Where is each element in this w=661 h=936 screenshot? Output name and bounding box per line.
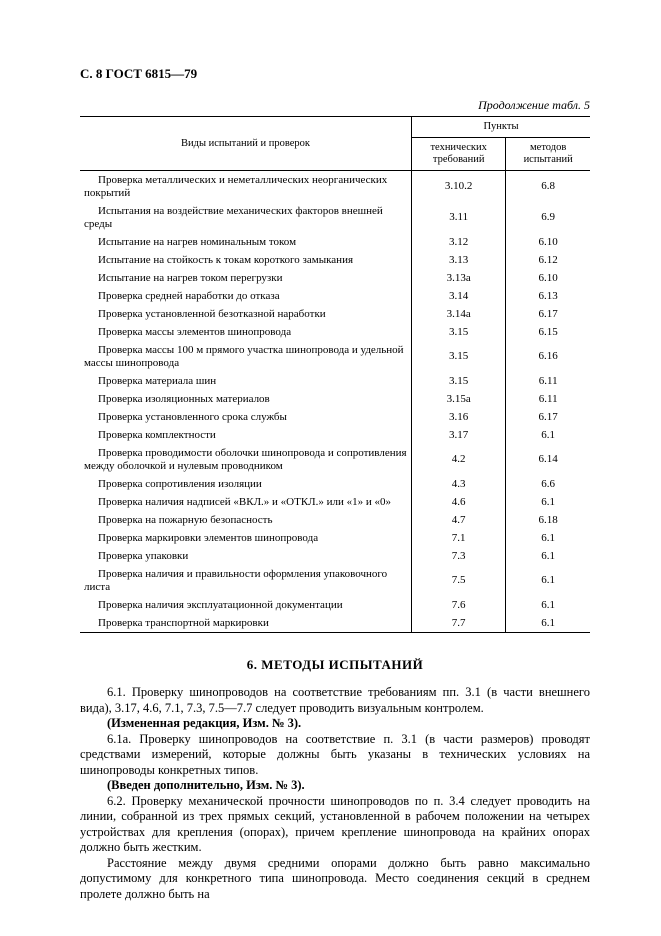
method-point-cell: 6.1 [506,493,590,511]
tech-point-cell: 7.5 [412,565,506,596]
method-point-cell: 6.13 [506,287,590,305]
tech-point-cell: 7.3 [412,547,506,565]
table-row [80,547,590,565]
table-row [80,596,590,614]
method-point-cell: 6.12 [506,251,590,269]
tech-point-cell: 4.6 [412,493,506,511]
table-row [80,171,590,203]
table-row [80,202,590,233]
tech-point-cell: 3.10.2 [412,171,506,203]
page-header: С. 8 ГОСТ 6815—79 [80,66,198,81]
paragraph: 6.1. Проверку шинопроводов на соответствие требованиям пп. 3.1 (в части внешнего вида), 3.17, 4.6, 7.1, 7.3, 7.5—7.7 следует проводить визуальным контролем. [80,685,590,715]
test-name-cell: Испытание на нагрев током перегрузки [98,271,283,284]
tech-point-cell: 7.6 [412,596,506,614]
test-name-cell: Проверка упаковки [98,549,189,562]
table-row [80,565,590,596]
table-row [80,341,590,372]
test-name-cell: Проверка комплектности [98,428,216,441]
table-header [80,117,590,171]
col-header-tests: Виды испытаний и проверок [80,117,412,171]
tech-point-cell: 4.3 [412,475,506,493]
table-row [80,408,590,426]
tech-point-cell: 7.7 [412,614,506,633]
tech-point-cell: 3.15а [412,390,506,408]
tech-point-cell: 3.14а [412,305,506,323]
method-point-cell: 6.6 [506,475,590,493]
test-name-cell: Проверка массы элементов шинопровода [98,325,292,338]
method-point-cell: 6.1 [506,614,590,633]
tech-point-cell: 4.2 [412,444,506,475]
test-name-cell: Проверка установленного срока службы [98,410,287,423]
table-row [80,444,590,475]
test-name-cell: Проверка на пожарную безопасность [98,513,273,526]
tech-point-cell: 3.17 [412,426,506,444]
table-row [80,493,590,511]
test-name-cell: Испытание на нагрев номинальным током [98,235,297,248]
method-point-cell: 6.1 [506,426,590,444]
method-point-cell: 6.1 [506,565,590,596]
table-row [80,372,590,390]
test-name-cell: Проверка установленной безотказной наработки [98,307,326,320]
method-point-cell: 6.11 [506,390,590,408]
tech-point-cell: 3.11 [412,202,506,233]
method-point-cell: 6.11 [506,372,590,390]
test-name-cell: Испытание на стойкость к токам короткого замыкания [98,253,354,266]
table-row [80,287,590,305]
table-row [80,269,590,287]
method-point-cell: 6.14 [506,444,590,475]
test-name-cell: Проверка массы 100 м прямого участка шинопровода и удельной массы шинопровода [84,343,404,369]
tests-table [80,116,590,633]
tech-point-cell: 3.15 [412,323,506,341]
col-header-test-methods: методов испытаний [506,138,590,171]
test-name-cell: Проверка маркировки элементов шинопровода [98,531,319,544]
test-name-cell: Проверка наличия и правильности оформления упаковочного листа [84,567,388,593]
tech-point-cell: 4.7 [412,511,506,529]
method-point-cell: 6.15 [506,323,590,341]
test-name-cell: Проверка материала шин [98,374,217,387]
table-row [80,511,590,529]
method-point-cell: 6.1 [506,596,590,614]
test-name-cell: Проверка транспортной маркировки [98,616,269,629]
test-name-cell: Проверка изоляционных материалов [98,392,270,405]
table-row [80,323,590,341]
table-row [80,251,590,269]
test-name-cell: Проверка средней наработки до отказа [98,289,280,302]
method-point-cell: 6.1 [506,547,590,565]
test-name-cell: Проверка наличия надписей «ВКЛ.» и «ОТКЛ.» или «1» и «0» [98,495,392,508]
table-body [80,171,590,633]
table-row [80,233,590,251]
section-paragraphs [80,685,590,902]
method-point-cell: 6.10 [506,233,590,251]
method-point-cell: 6.17 [506,408,590,426]
paragraph: (Измененная редакция, Изм. № 3). [107,716,302,730]
test-name-cell: Проверка сопротивления изоляции [98,477,262,490]
method-point-cell: 6.18 [506,511,590,529]
method-point-cell: 6.10 [506,269,590,287]
method-point-cell: 6.8 [506,171,590,203]
tech-point-cell: 3.15 [412,341,506,372]
tech-point-cell: 3.15 [412,372,506,390]
table-row [80,614,590,633]
method-point-cell: 6.16 [506,341,590,372]
test-name-cell: Проверка металлических и неметаллических неорганических покрытий [84,173,388,199]
points-group-header: Пункты [412,117,591,138]
tech-point-cell: 3.13а [412,269,506,287]
test-name-cell: Проверка наличия эксплуатационной документации [98,598,343,611]
col-header-tech-requirements: технических требований [412,138,506,171]
tech-point-cell: 3.12 [412,233,506,251]
paragraph: 6.2. Проверку механической прочности шинопроводов по п. 3.4 следует проводить на линии, собранной из трех прямых секций, установленной в рабочем положении на четырех устройствах для крепления (опорах), причем крепление шинопровода на крайних опорах должно быть жестким. [80,793,590,854]
paragraph: Расстояние между двумя средними опорами должно быть равно максимально допустимому для конкретного типа шинопровода. Место соединения секций в среднем пролете должно быть на [80,855,590,901]
tech-point-cell: 3.13 [412,251,506,269]
tech-point-cell: 3.16 [412,408,506,426]
table-row [80,390,590,408]
paragraph: (Введен дополнительно, Изм. № 3). [107,778,305,792]
test-name-cell: Испытания на воздействие механических факторов внешней среды [84,204,383,230]
table-caption: Продолжение табл. 5 [478,98,590,112]
table-row [80,426,590,444]
section-title: 6. МЕТОДЫ ИСПЫТАНИЙ [246,657,424,672]
table-row [80,305,590,323]
method-point-cell: 6.17 [506,305,590,323]
test-name-cell: Проверка проводимости оболочки шинопровода и сопротивления между оболочкой и нулевым проводником [84,446,407,472]
tech-point-cell: 3.14 [412,287,506,305]
method-point-cell: 6.1 [506,529,590,547]
paragraph: 6.1а. Проверку шинопроводов на соответствие п. 3.1 (в части размеров) проводят средствами измерений, которые должны быть указаны в технических условиях на шинопроводы конкретных типов. [80,731,590,777]
table-row [80,475,590,493]
method-point-cell: 6.9 [506,202,590,233]
table-row [80,529,590,547]
tech-point-cell: 7.1 [412,529,506,547]
